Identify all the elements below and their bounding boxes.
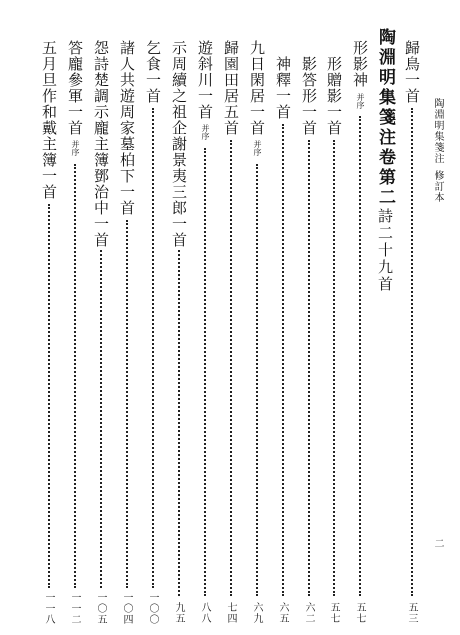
leader-dots — [359, 116, 361, 596]
toc-entry-page: 一一二 — [69, 592, 80, 625]
toc-entry-page: 六五 — [277, 602, 288, 624]
folio-number: 二 — [432, 538, 443, 549]
toc-entry-page: 六九 — [251, 602, 262, 624]
leader-dots — [282, 124, 284, 596]
toc-entry-page: 六二 — [303, 602, 314, 624]
leader-dots — [100, 250, 102, 588]
chapter-poem-count: 詩二十九首 — [376, 208, 394, 293]
toc-entry-title: 答龐參軍一首 — [66, 40, 84, 136]
toc-entry-page: 八八 — [199, 602, 210, 624]
toc-entry-title: 形贈影一首 — [325, 56, 343, 136]
toc-entry-title: 諸人共遊周家墓柏下一首 — [118, 40, 136, 216]
toc-entry-title: 怨詩楚調示龐主簿鄧治中一首 — [92, 40, 110, 248]
toc-entry-note: 并序 — [201, 124, 210, 140]
toc-entry-page: 七四 — [225, 602, 236, 624]
toc-entry-title: 影答形一首 — [300, 56, 318, 136]
toc-entry-note: 并序 — [253, 140, 262, 156]
toc-entry-title: 形影神 — [351, 40, 369, 88]
toc-entry-page: 一一八 — [43, 592, 54, 625]
leader-dots — [178, 250, 180, 596]
toc-entry-title: 九日閑居一首 — [248, 40, 266, 136]
toc-entry-title: 遊斜川一首 — [196, 40, 214, 120]
toc-entry-page: 一〇五 — [95, 592, 106, 625]
leader-dots — [74, 164, 76, 588]
leader-dots — [152, 108, 154, 588]
leader-dots — [333, 140, 335, 596]
toc-entry-title: 神釋一首 — [274, 56, 292, 120]
toc-entry-title: 歸園田居五首 — [222, 40, 240, 136]
leader-dots — [256, 164, 258, 596]
running-header-title: 陶淵明集箋注 — [432, 98, 443, 164]
leader-dots — [308, 140, 310, 596]
running-header-edition: 修訂本 — [432, 170, 443, 203]
toc-entry-page: 五三 — [406, 602, 417, 624]
chapter-title: 陶淵明集箋注卷第二 — [375, 28, 395, 208]
leader-dots — [126, 220, 128, 588]
toc-entry-title: 歸鳥一首 — [403, 40, 421, 104]
toc-entry-page: 五七 — [328, 602, 339, 624]
toc-entry-title: 示周續之祖企謝景夷三郎一首 — [170, 40, 188, 248]
leader-dots — [204, 148, 206, 596]
toc-entry-note: 并序 — [356, 93, 365, 109]
toc-entry-page: 九五 — [173, 602, 184, 624]
leader-dots — [48, 204, 50, 588]
toc-entry-title: 乞食一首 — [144, 40, 162, 104]
toc-entry-page: 一〇〇 — [147, 592, 158, 625]
leader-dots — [230, 140, 232, 596]
toc-entry-page: 一〇四 — [121, 592, 132, 625]
leader-dots — [411, 108, 413, 596]
toc-entry-title: 五月旦作和戴主簿一首 — [40, 40, 58, 200]
toc-entry-page: 五七 — [354, 602, 365, 624]
toc-entry-note: 并序 — [71, 140, 80, 156]
